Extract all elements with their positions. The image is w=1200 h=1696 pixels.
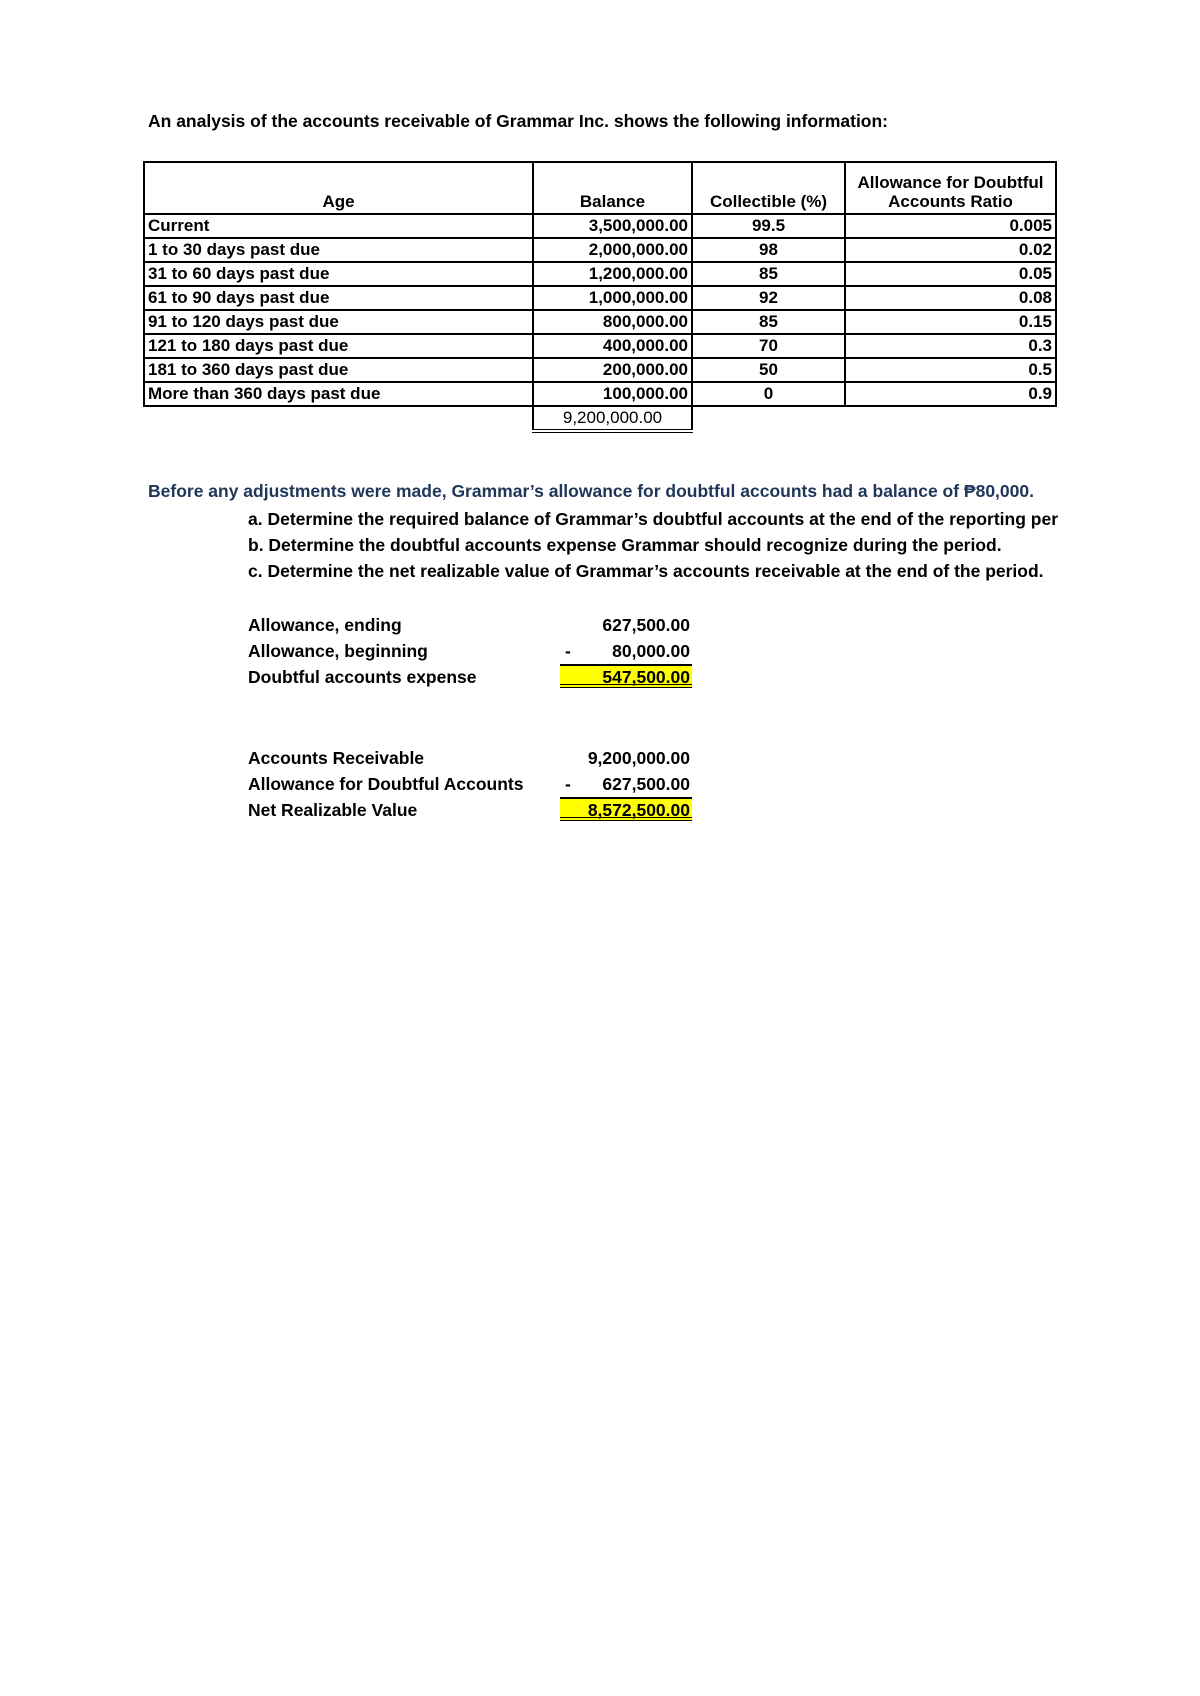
requirement-b: b. Determine the doubtful accounts expense Grammar should recognize during the period. (248, 535, 1002, 555)
ratio-cell: 0.05 (845, 262, 1056, 286)
header-ratio: Allowance for Doubtful Accounts Ratio (845, 162, 1056, 214)
ratio-cell: 0.02 (845, 238, 1056, 262)
ratio-cell: 0.3 (845, 334, 1056, 358)
nrv-row (248, 797, 698, 823)
collectible-cell: 0 (692, 382, 845, 406)
table-row (144, 238, 1056, 262)
total-balance: 9,200,000.00 (533, 406, 692, 431)
accounts-receivable-label: Accounts Receivable (248, 748, 425, 768)
age-cell: 91 to 120 days past due (144, 310, 533, 334)
age-cell: More than 360 days past due (144, 382, 533, 406)
allowance-ending-row (248, 612, 698, 638)
table-row (144, 358, 1056, 382)
collectible-cell: 98 (692, 238, 845, 262)
allowance-ending-label: Allowance, ending (248, 615, 402, 635)
balance-cell: 1,200,000.00 (533, 262, 692, 286)
minus-sign: - (565, 774, 571, 794)
allowance-beginning-row (248, 638, 698, 664)
header-age: Age (144, 162, 533, 214)
table-row (144, 262, 1056, 286)
table-row (144, 214, 1056, 238)
prior-balance-text: Before any adjustments were made, Grammar’s allowance for doubtful accounts had a balance of ₱80,000. (148, 481, 1034, 501)
ratio-cell: 0.9 (845, 382, 1056, 406)
balance-cell: 1,000,000.00 (533, 286, 692, 310)
ratio-cell: 0.5 (845, 358, 1056, 382)
age-cell: 31 to 60 days past due (144, 262, 533, 286)
balance-cell: 2,000,000.00 (533, 238, 692, 262)
collectible-cell: 99.5 (692, 214, 845, 238)
allowance-beginning-value: 80,000.00 (612, 641, 690, 661)
intro-text: An analysis of the accounts receivable of Grammar Inc. shows the following information: (148, 111, 889, 131)
age-cell: 121 to 180 days past due (144, 334, 533, 358)
accounts-receivable-row (248, 745, 698, 771)
allowance-ending-value: 627,500.00 (602, 615, 690, 635)
balance-cell: 200,000.00 (533, 358, 692, 382)
age-cell: 181 to 360 days past due (144, 358, 533, 382)
nrv-value: 8,572,500.00 (560, 797, 692, 821)
aging-table (143, 161, 1057, 433)
collectible-cell: 70 (692, 334, 845, 358)
minus-sign: - (565, 641, 571, 661)
ratio-cell: 0.005 (845, 214, 1056, 238)
expense-value: 547,500.00 (560, 664, 692, 688)
collectible-cell: 92 (692, 286, 845, 310)
ratio-cell: 0.08 (845, 286, 1056, 310)
table-row (144, 334, 1056, 358)
header-collectible: Collectible (%) (692, 162, 845, 214)
table-row (144, 382, 1056, 406)
table-total-row (144, 406, 1056, 431)
header-balance: Balance (533, 162, 692, 214)
balance-cell: 100,000.00 (533, 382, 692, 406)
age-cell: 1 to 30 days past due (144, 238, 533, 262)
requirement-c: c. Determine the net realizable value of Grammar’s accounts receivable at the end of the period. (248, 561, 1044, 581)
expense-calculation (248, 612, 698, 690)
requirement-a: a. Determine the required balance of Grammar’s doubtful accounts at the end of the reporting per (248, 509, 1058, 529)
age-cell: Current (144, 214, 533, 238)
allowance-label: Allowance for Doubtful Accounts (248, 774, 524, 794)
collectible-cell: 85 (692, 262, 845, 286)
allowance-row (248, 771, 698, 797)
age-cell: 61 to 90 days past due (144, 286, 533, 310)
requirements-list (248, 506, 1118, 584)
collectible-cell: 85 (692, 310, 845, 334)
ratio-cell: 0.15 (845, 310, 1056, 334)
nrv-calculation (248, 745, 698, 823)
allowance-beginning-label: Allowance, beginning (248, 641, 428, 661)
collectible-cell: 50 (692, 358, 845, 382)
nrv-label: Net Realizable Value (248, 800, 418, 820)
expense-row (248, 664, 698, 690)
accounts-receivable-value: 9,200,000.00 (587, 748, 690, 768)
table-row (144, 310, 1056, 334)
balance-cell: 800,000.00 (533, 310, 692, 334)
expense-label: Doubtful accounts expense (248, 667, 477, 687)
table-row (144, 286, 1056, 310)
balance-cell: 400,000.00 (533, 334, 692, 358)
table-header-row (144, 162, 1056, 214)
allowance-value: 627,500.00 (602, 774, 690, 794)
balance-cell: 3,500,000.00 (533, 214, 692, 238)
